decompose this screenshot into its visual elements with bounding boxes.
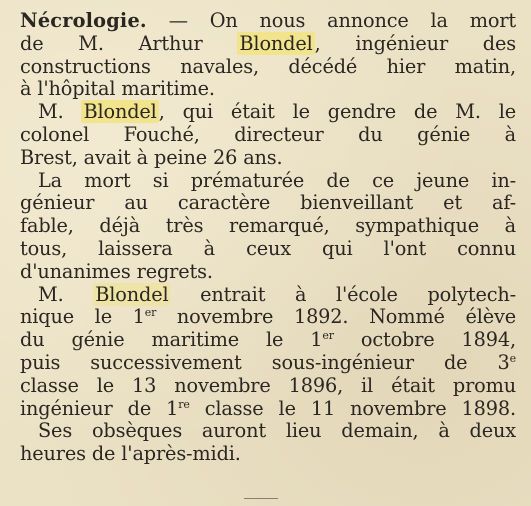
article-line-15: du génie maritime le 1er octobre 1894, [20,328,516,352]
article-line-16: puis successivement sous-ingénieur de 3e [20,350,516,374]
article-line-11: tous, laissera à ceux qui l'ont connu [20,236,516,260]
article-line-7: Brest, avait à peine 26 ans. [20,145,283,169]
article-line-8: La mort si prématurée de ce jeune in- [38,168,516,192]
highlighted-name: Blondel [239,31,313,55]
end-rule [244,498,278,499]
article-line-9: génieur au caractère bienveillant et af- [20,191,516,215]
article-line-17: classe le 13 novembre 1896, il était promu [20,373,516,397]
article-line-14: nique le 1er novembre 1892. Nommé élève [20,305,516,329]
article-line-3: constructions navales, décédé hier matin, [20,54,516,78]
article-line-18: ingénieur de 1re classe le 11 novembre 1898. [20,396,517,420]
article-line-12: d'unanimes regrets. [20,259,213,283]
highlighted-name: Blondel [83,100,157,124]
article-line-13: M. Blondel entrait à l'école polytech- [38,282,516,306]
obituary-article [20,10,519,466]
article-line-4: à l'hôpital maritime. [20,77,215,101]
article-line-19: Ses obsèques auront lieu demain, à deux [38,419,516,443]
article-line-1: Nécrologie. — On nous annonce la mort [20,9,516,32]
section-heading: Nécrologie. [20,9,147,32]
highlighted-name: Blondel [95,282,169,306]
article-line-2: de M. Arthur Blondel , ingénieur des [20,31,516,55]
article-line-6: colonel Fouché, directeur du génie à [20,122,516,146]
article-line-5: M. Blondel , qui était le gendre de M. le [38,100,516,124]
article-line-10: fable, déjà très remarqué, sympathique à [20,214,516,238]
article-line-20: heures de l'après-midi. [20,442,241,466]
